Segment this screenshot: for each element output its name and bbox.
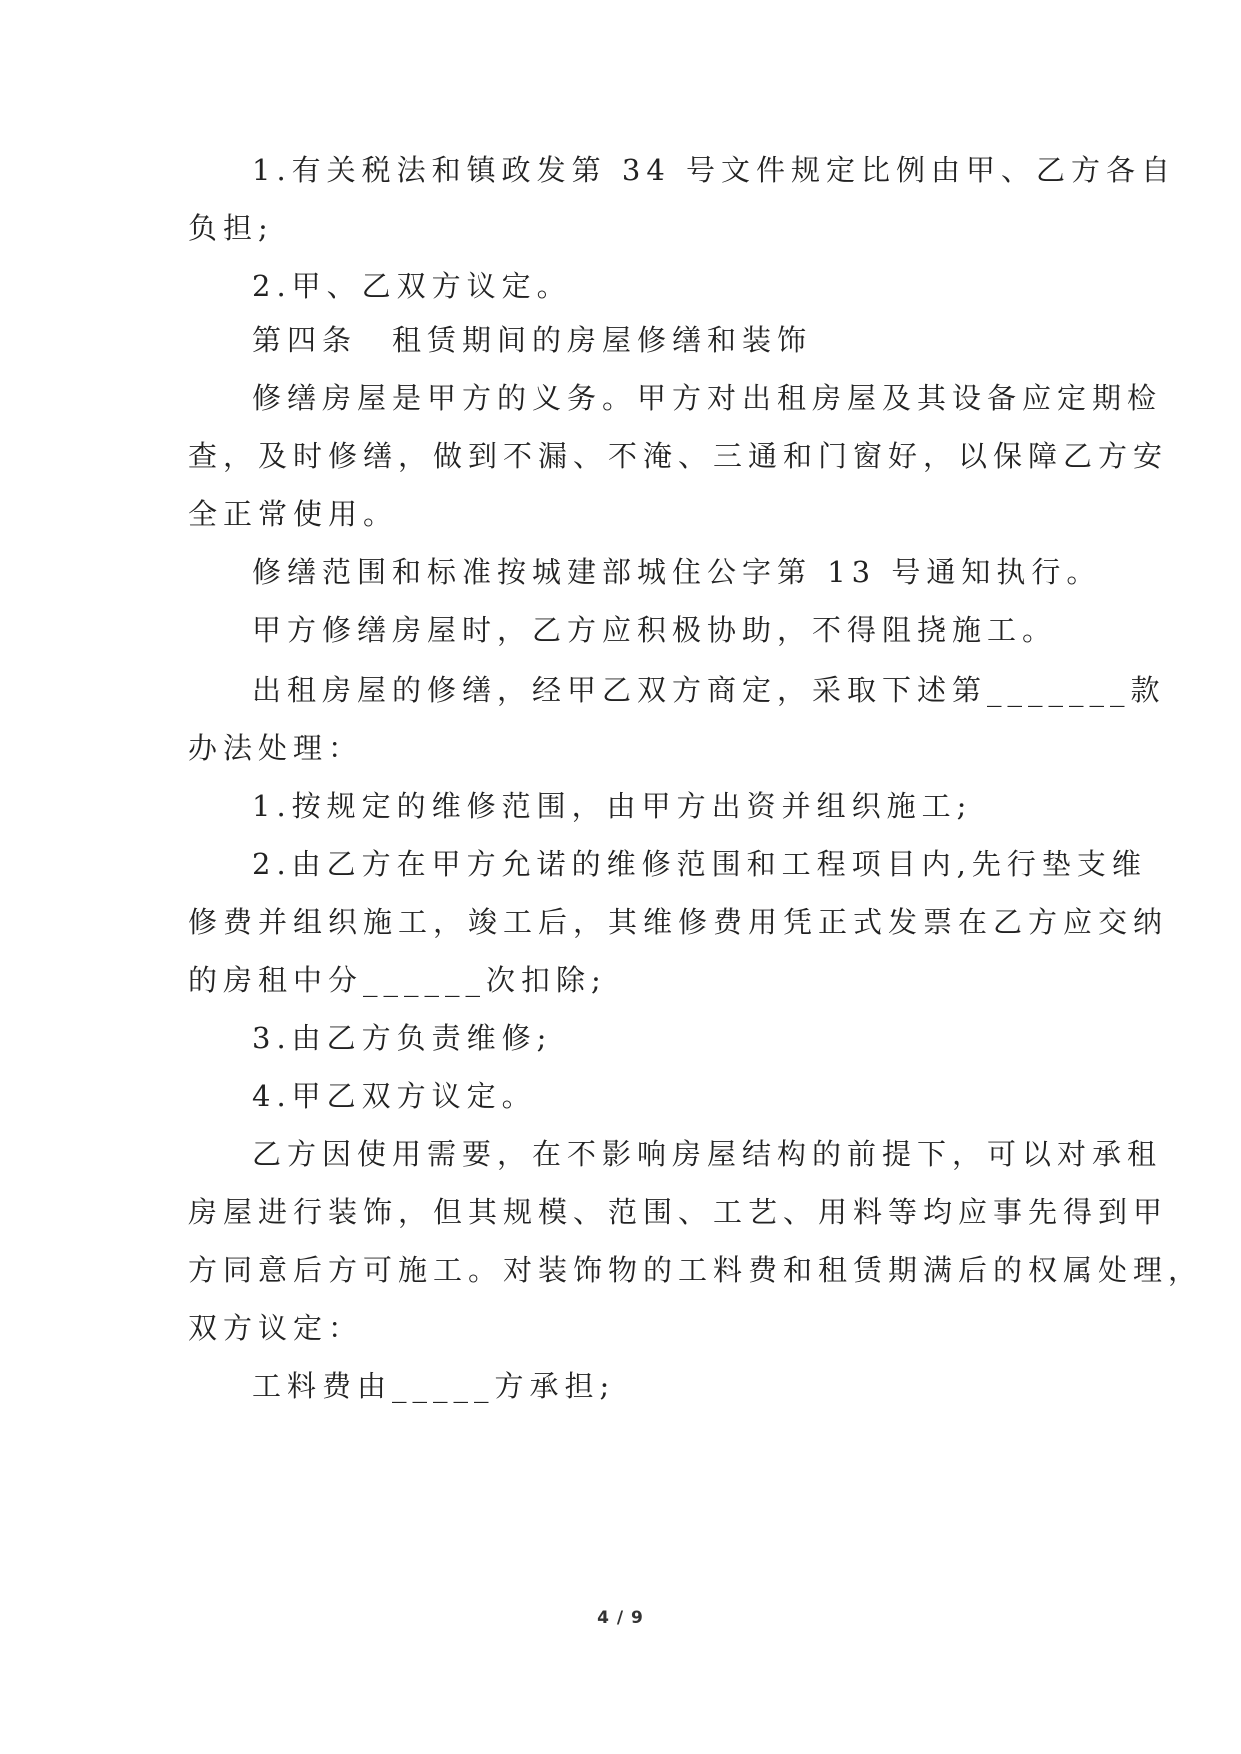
paragraph-line: 修缮房屋是甲方的义务。甲方对出租房屋及其设备应定期检 bbox=[252, 381, 1163, 415]
paragraph-line: 甲方修缮房屋时，乙方应积极协助，不得阻挠施工。 bbox=[252, 613, 1058, 647]
paragraph-line: 全正常使用。 bbox=[188, 497, 399, 531]
list-item: 1.按规定的维修范围，由甲方出资并组织施工; bbox=[252, 789, 973, 823]
paragraph-line: 查，及时修缮，做到不漏、不淹、三通和门窗好，以保障乙方安 bbox=[188, 439, 1169, 473]
paragraph-line: 双方议定： bbox=[188, 1311, 364, 1345]
paragraph-line: 房屋进行装饰，但其规模、范围、工艺、用料等均应事先得到甲 bbox=[188, 1195, 1169, 1229]
list-item: 2.由乙方在甲方允诺的维修范围和工程项目内,先行垫支维 bbox=[252, 847, 1147, 881]
paragraph-line: 的房租中分______次扣除; bbox=[188, 963, 607, 997]
paragraph-line: 修缮范围和标准按城建部城住公字第 13 号通知执行。 bbox=[252, 555, 1102, 589]
paragraph-line: 负担; bbox=[188, 211, 274, 245]
paragraph-line: 工料费由_____方承担; bbox=[252, 1369, 616, 1403]
section-heading: 第四条 租赁期间的房屋修缮和装饰 bbox=[252, 323, 813, 357]
paragraph-line: 乙方因使用需要，在不影响房屋结构的前提下，可以对承租 bbox=[252, 1137, 1163, 1171]
page-number: 4 / 9 bbox=[597, 1608, 644, 1628]
paragraph-line: 2.甲、乙双方议定。 bbox=[252, 269, 572, 303]
paragraph-line: 方同意后方可施工。对装饰物的工料费和租赁期满后的权属处理， bbox=[188, 1253, 1204, 1287]
list-item: 4.甲乙双方议定。 bbox=[252, 1079, 537, 1113]
paragraph-line: 修费并组织施工，竣工后，其维修费用凭正式发票在乙方应交纳 bbox=[188, 905, 1169, 939]
paragraph-line: 办法处理： bbox=[188, 731, 364, 765]
paragraph-line: 1.有关税法和镇政发第 34 号文件规定比例由甲、乙方各自 bbox=[252, 153, 1177, 187]
list-item: 3.由乙方负责维修; bbox=[252, 1021, 553, 1055]
paragraph-line: 出租房屋的修缮，经甲乙双方商定，采取下述第_______款 bbox=[252, 673, 1166, 707]
